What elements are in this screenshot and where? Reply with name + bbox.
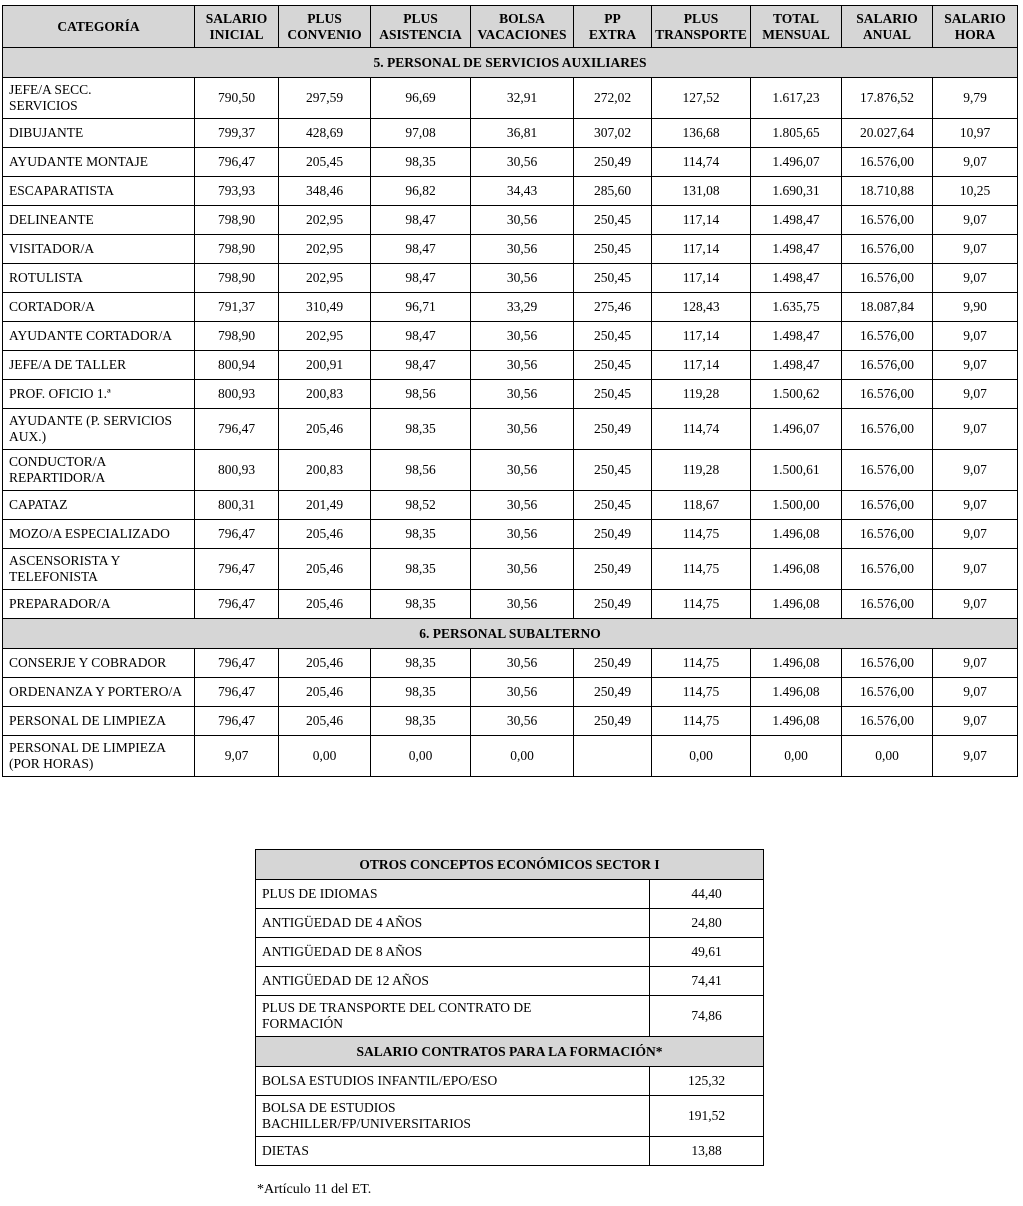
value-cell: 1.496,08 [751, 678, 842, 707]
value-cell: 98,35 [371, 520, 471, 549]
value-cell: 205,46 [279, 409, 371, 450]
value-cell: 250,49 [574, 649, 652, 678]
column-header: SALARIO ANUAL [842, 6, 933, 48]
value-cell: 348,46 [279, 177, 371, 206]
value-cell: 0,00 [371, 736, 471, 777]
concept-value: 191,52 [650, 1096, 764, 1137]
table-row [256, 996, 764, 1037]
table-row [3, 380, 1018, 409]
value-cell: 9,07 [933, 736, 1018, 777]
value-cell: 9,07 [933, 322, 1018, 351]
value-cell: 798,90 [195, 322, 279, 351]
value-cell: 796,47 [195, 707, 279, 736]
value-cell: 16.576,00 [842, 678, 933, 707]
value-cell: 201,49 [279, 491, 371, 520]
value-cell: 98,35 [371, 649, 471, 678]
concept-value: 44,40 [650, 880, 764, 909]
value-cell: 18.710,88 [842, 177, 933, 206]
value-cell: 16.576,00 [842, 491, 933, 520]
value-cell: 1.496,07 [751, 409, 842, 450]
value-cell: 136,68 [652, 119, 751, 148]
value-cell: 114,74 [652, 409, 751, 450]
value-cell: 98,35 [371, 409, 471, 450]
value-cell: 800,93 [195, 450, 279, 491]
value-cell: 30,56 [471, 450, 574, 491]
value-cell: 205,46 [279, 678, 371, 707]
column-header: PLUS CONVENIO [279, 6, 371, 48]
table-row [256, 1096, 764, 1137]
concept-value: 74,86 [650, 996, 764, 1037]
concept-value: 24,80 [650, 909, 764, 938]
section-title: OTROS CONCEPTOS ECONÓMICOS SECTOR I [256, 850, 764, 880]
table-row [3, 293, 1018, 322]
value-cell: 1.496,08 [751, 590, 842, 619]
section-row [256, 850, 764, 880]
value-cell [574, 736, 652, 777]
value-cell: 1.617,23 [751, 78, 842, 119]
value-cell: 117,14 [652, 235, 751, 264]
value-cell: 796,47 [195, 649, 279, 678]
value-cell: 793,93 [195, 177, 279, 206]
table-row [256, 1067, 764, 1096]
value-cell: 30,56 [471, 649, 574, 678]
value-cell: 200,83 [279, 450, 371, 491]
value-cell: 98,56 [371, 380, 471, 409]
value-cell: 117,14 [652, 351, 751, 380]
category-cell: VISITADOR/A [3, 235, 195, 264]
value-cell: 30,56 [471, 322, 574, 351]
column-header: TOTAL MENSUAL [751, 6, 842, 48]
table-row [3, 148, 1018, 177]
value-cell: 16.576,00 [842, 707, 933, 736]
value-cell: 98,47 [371, 351, 471, 380]
value-cell: 9,07 [933, 707, 1018, 736]
section-row [3, 619, 1018, 649]
value-cell: 1.805,65 [751, 119, 842, 148]
value-cell: 16.576,00 [842, 206, 933, 235]
value-cell: 9,07 [933, 520, 1018, 549]
value-cell: 1.496,07 [751, 148, 842, 177]
value-cell: 0,00 [471, 736, 574, 777]
value-cell: 250,49 [574, 409, 652, 450]
value-cell: 128,43 [652, 293, 751, 322]
value-cell: 9,07 [933, 590, 1018, 619]
value-cell: 1.498,47 [751, 206, 842, 235]
value-cell: 796,47 [195, 549, 279, 590]
value-cell: 16.576,00 [842, 264, 933, 293]
category-cell: JEFE/A DE TALLER [3, 351, 195, 380]
value-cell: 798,90 [195, 206, 279, 235]
value-cell: 9,07 [933, 235, 1018, 264]
value-cell: 205,46 [279, 520, 371, 549]
value-cell: 250,49 [574, 148, 652, 177]
value-cell: 97,08 [371, 119, 471, 148]
value-cell: 98,35 [371, 148, 471, 177]
category-cell: AYUDANTE MONTAJE [3, 148, 195, 177]
section-title: SALARIO CONTRATOS PARA LA FORMACIÓN* [256, 1037, 764, 1067]
value-cell: 9,07 [933, 450, 1018, 491]
table-row [256, 880, 764, 909]
table-row [3, 206, 1018, 235]
value-cell: 202,95 [279, 235, 371, 264]
value-cell: 205,46 [279, 590, 371, 619]
value-cell: 1.496,08 [751, 707, 842, 736]
value-cell: 16.576,00 [842, 235, 933, 264]
table-row [3, 351, 1018, 380]
value-cell: 30,56 [471, 590, 574, 619]
table-row [3, 177, 1018, 206]
table-row [3, 119, 1018, 148]
table-row [256, 1137, 764, 1166]
value-cell: 0,00 [652, 736, 751, 777]
concept-label: BOLSA DE ESTUDIOS BACHILLER/FP/UNIVERSITARIOS [256, 1096, 650, 1137]
column-header: BOLSA VACACIONES [471, 6, 574, 48]
value-cell: 798,90 [195, 264, 279, 293]
value-cell: 250,45 [574, 264, 652, 293]
section-row [256, 1037, 764, 1067]
value-cell: 9,07 [933, 549, 1018, 590]
value-cell: 0,00 [751, 736, 842, 777]
value-cell: 1.498,47 [751, 351, 842, 380]
table-row [3, 520, 1018, 549]
value-cell: 275,46 [574, 293, 652, 322]
value-cell: 98,47 [371, 235, 471, 264]
value-cell: 1.496,08 [751, 520, 842, 549]
value-cell: 96,71 [371, 293, 471, 322]
value-cell: 796,47 [195, 590, 279, 619]
section-title: 6. PERSONAL SUBALTERNO [3, 619, 1018, 649]
value-cell: 250,45 [574, 206, 652, 235]
category-cell: DIBUJANTE [3, 119, 195, 148]
value-cell: 297,59 [279, 78, 371, 119]
value-cell: 98,47 [371, 264, 471, 293]
value-cell: 114,75 [652, 649, 751, 678]
value-cell: 30,56 [471, 409, 574, 450]
value-cell: 30,56 [471, 264, 574, 293]
value-cell: 205,46 [279, 707, 371, 736]
footnote: *Artículo 11 del ET. [257, 1182, 372, 1197]
value-cell: 1.690,31 [751, 177, 842, 206]
column-header: SALARIO INICIAL [195, 6, 279, 48]
value-cell: 98,35 [371, 678, 471, 707]
value-cell: 98,56 [371, 450, 471, 491]
value-cell: 119,28 [652, 450, 751, 491]
concept-label: PLUS DE IDIOMAS [256, 880, 650, 909]
category-cell: MOZO/A ESPECIALIZADO [3, 520, 195, 549]
value-cell: 16.576,00 [842, 450, 933, 491]
column-header: SALARIO HORA [933, 6, 1018, 48]
concept-label: DIETAS [256, 1137, 650, 1166]
value-cell: 9,07 [933, 351, 1018, 380]
concept-value: 74,41 [650, 967, 764, 996]
value-cell: 205,46 [279, 649, 371, 678]
value-cell: 800,94 [195, 351, 279, 380]
category-cell: CAPATAZ [3, 491, 195, 520]
value-cell: 98,35 [371, 549, 471, 590]
value-cell: 32,91 [471, 78, 574, 119]
value-cell: 1.500,62 [751, 380, 842, 409]
value-cell: 10,25 [933, 177, 1018, 206]
value-cell: 119,28 [652, 380, 751, 409]
concept-value: 49,61 [650, 938, 764, 967]
table-row [3, 450, 1018, 491]
value-cell: 796,47 [195, 409, 279, 450]
concept-value: 125,32 [650, 1067, 764, 1096]
value-cell: 790,50 [195, 78, 279, 119]
value-cell: 9,90 [933, 293, 1018, 322]
table-row [3, 649, 1018, 678]
value-cell: 250,49 [574, 549, 652, 590]
category-cell: ASCENSORISTA Y TELEFONISTA [3, 549, 195, 590]
category-cell: PERSONAL DE LIMPIEZA [3, 707, 195, 736]
table-row [3, 707, 1018, 736]
category-cell: PERSONAL DE LIMPIEZA (POR HORAS) [3, 736, 195, 777]
value-cell: 796,47 [195, 678, 279, 707]
table-row [3, 235, 1018, 264]
value-cell: 30,56 [471, 206, 574, 235]
value-cell: 9,07 [933, 380, 1018, 409]
value-cell: 798,90 [195, 235, 279, 264]
value-cell: 9,07 [933, 678, 1018, 707]
value-cell: 33,29 [471, 293, 574, 322]
value-cell: 16.576,00 [842, 322, 933, 351]
value-cell: 16.576,00 [842, 520, 933, 549]
value-cell: 250,45 [574, 235, 652, 264]
value-cell: 17.876,52 [842, 78, 933, 119]
value-cell: 16.576,00 [842, 351, 933, 380]
category-cell: CONDUCTOR/A REPARTIDOR/A [3, 450, 195, 491]
value-cell: 98,47 [371, 322, 471, 351]
concept-label: BOLSA ESTUDIOS INFANTIL/EPO/ESO [256, 1067, 650, 1096]
concept-label: ANTIGÜEDAD DE 12 AÑOS [256, 967, 650, 996]
category-cell: PROF. OFICIO 1.ª [3, 380, 195, 409]
table-row [3, 264, 1018, 293]
value-cell: 30,56 [471, 491, 574, 520]
value-cell: 117,14 [652, 206, 751, 235]
value-cell: 16.576,00 [842, 148, 933, 177]
section-title: 5. PERSONAL DE SERVICIOS AUXILIARES [3, 48, 1018, 78]
value-cell: 9,07 [933, 491, 1018, 520]
other-concepts-table [255, 849, 764, 1166]
value-cell: 250,49 [574, 520, 652, 549]
salary-table [2, 5, 1018, 777]
column-header: CATEGORÍA [3, 6, 195, 48]
table-row [3, 736, 1018, 777]
value-cell: 250,45 [574, 351, 652, 380]
table-row [3, 78, 1018, 119]
value-cell: 1.635,75 [751, 293, 842, 322]
concept-label: ANTIGÜEDAD DE 4 AÑOS [256, 909, 650, 938]
value-cell: 250,45 [574, 491, 652, 520]
value-cell: 114,75 [652, 590, 751, 619]
value-cell: 127,52 [652, 78, 751, 119]
value-cell: 30,56 [471, 707, 574, 736]
category-cell: ROTULISTA [3, 264, 195, 293]
value-cell: 30,56 [471, 549, 574, 590]
table-row [3, 678, 1018, 707]
value-cell: 250,49 [574, 707, 652, 736]
value-cell: 16.576,00 [842, 649, 933, 678]
value-cell: 30,56 [471, 678, 574, 707]
value-cell: 9,07 [933, 264, 1018, 293]
value-cell: 118,67 [652, 491, 751, 520]
table-row [3, 491, 1018, 520]
table-row [3, 409, 1018, 450]
value-cell: 9,79 [933, 78, 1018, 119]
value-cell: 114,75 [652, 520, 751, 549]
value-cell: 1.498,47 [751, 235, 842, 264]
value-cell: 98,35 [371, 707, 471, 736]
table-row [3, 549, 1018, 590]
value-cell: 800,31 [195, 491, 279, 520]
value-cell: 9,07 [195, 736, 279, 777]
value-cell: 36,81 [471, 119, 574, 148]
value-cell: 16.576,00 [842, 380, 933, 409]
value-cell: 16.576,00 [842, 409, 933, 450]
column-header: PLUS ASISTENCIA [371, 6, 471, 48]
value-cell: 9,07 [933, 409, 1018, 450]
category-cell: ORDENANZA Y PORTERO/A [3, 678, 195, 707]
section-row [3, 48, 1018, 78]
value-cell: 800,93 [195, 380, 279, 409]
value-cell: 1.500,61 [751, 450, 842, 491]
value-cell: 202,95 [279, 264, 371, 293]
value-cell: 34,43 [471, 177, 574, 206]
category-cell: PREPARADOR/A [3, 590, 195, 619]
value-cell: 117,14 [652, 322, 751, 351]
value-cell: 114,75 [652, 678, 751, 707]
value-cell: 30,56 [471, 351, 574, 380]
value-cell: 114,75 [652, 549, 751, 590]
table-row [3, 322, 1018, 351]
value-cell: 1.498,47 [751, 322, 842, 351]
table-header-row [3, 6, 1018, 48]
value-cell: 799,37 [195, 119, 279, 148]
value-cell: 96,69 [371, 78, 471, 119]
value-cell: 18.087,84 [842, 293, 933, 322]
value-cell: 272,02 [574, 78, 652, 119]
category-cell: CONSERJE Y COBRADOR [3, 649, 195, 678]
value-cell: 30,56 [471, 148, 574, 177]
value-cell: 114,75 [652, 707, 751, 736]
value-cell: 30,56 [471, 520, 574, 549]
table-row [256, 967, 764, 996]
value-cell: 307,02 [574, 119, 652, 148]
value-cell: 16.576,00 [842, 590, 933, 619]
concept-label: PLUS DE TRANSPORTE DEL CONTRATO DE FORMACIÓN [256, 996, 650, 1037]
value-cell: 96,82 [371, 177, 471, 206]
concept-value: 13,88 [650, 1137, 764, 1166]
value-cell: 250,45 [574, 322, 652, 351]
value-cell: 30,56 [471, 380, 574, 409]
value-cell: 114,74 [652, 148, 751, 177]
value-cell: 205,46 [279, 549, 371, 590]
value-cell: 9,07 [933, 649, 1018, 678]
value-cell: 20.027,64 [842, 119, 933, 148]
value-cell: 16.576,00 [842, 549, 933, 590]
table-row [256, 909, 764, 938]
value-cell: 428,69 [279, 119, 371, 148]
value-cell: 1.498,47 [751, 264, 842, 293]
value-cell: 202,95 [279, 206, 371, 235]
value-cell: 1.496,08 [751, 549, 842, 590]
value-cell: 310,49 [279, 293, 371, 322]
value-cell: 98,47 [371, 206, 471, 235]
value-cell: 200,83 [279, 380, 371, 409]
value-cell: 10,97 [933, 119, 1018, 148]
value-cell: 796,47 [195, 520, 279, 549]
concept-label: ANTIGÜEDAD DE 8 AÑOS [256, 938, 650, 967]
category-cell: CORTADOR/A [3, 293, 195, 322]
category-cell: ESCAPARATISTA [3, 177, 195, 206]
value-cell: 250,49 [574, 590, 652, 619]
value-cell: 117,14 [652, 264, 751, 293]
value-cell: 0,00 [842, 736, 933, 777]
value-cell: 285,60 [574, 177, 652, 206]
value-cell: 30,56 [471, 235, 574, 264]
value-cell: 1.496,08 [751, 649, 842, 678]
category-cell: AYUDANTE CORTADOR/A [3, 322, 195, 351]
category-cell: DELINEANTE [3, 206, 195, 235]
table-row [3, 590, 1018, 619]
value-cell: 796,47 [195, 148, 279, 177]
value-cell: 200,91 [279, 351, 371, 380]
value-cell: 9,07 [933, 148, 1018, 177]
category-cell: AYUDANTE (P. SERVICIOS AUX.) [3, 409, 195, 450]
value-cell: 98,52 [371, 491, 471, 520]
value-cell: 202,95 [279, 322, 371, 351]
value-cell: 205,45 [279, 148, 371, 177]
column-header: PP EXTRA [574, 6, 652, 48]
value-cell: 1.500,00 [751, 491, 842, 520]
table-row [256, 938, 764, 967]
value-cell: 791,37 [195, 293, 279, 322]
column-header: PLUS TRANSPORTE [652, 6, 751, 48]
value-cell: 0,00 [279, 736, 371, 777]
value-cell: 250,45 [574, 380, 652, 409]
value-cell: 131,08 [652, 177, 751, 206]
value-cell: 250,49 [574, 678, 652, 707]
category-cell: JEFE/A SECC. SERVICIOS [3, 78, 195, 119]
value-cell: 98,35 [371, 590, 471, 619]
value-cell: 250,45 [574, 450, 652, 491]
value-cell: 9,07 [933, 206, 1018, 235]
